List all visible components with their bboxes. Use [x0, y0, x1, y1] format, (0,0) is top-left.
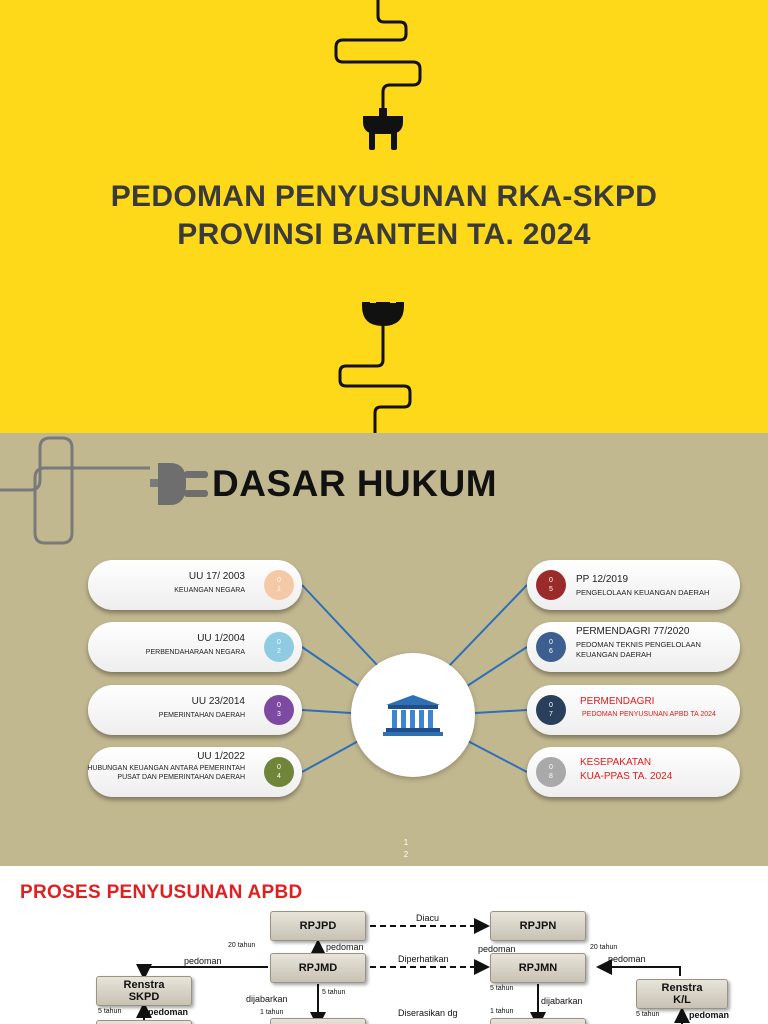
law-number-badge: 0 1 — [264, 570, 294, 600]
title-line-2: PROVINSI BANTEN TA. 2024 — [177, 218, 591, 251]
government-building-icon — [382, 693, 444, 737]
law-title: UU 1/2022 — [197, 751, 245, 762]
socket-icon — [360, 298, 406, 330]
law-number-badge: 0 8 — [536, 757, 566, 787]
law-subtitle: PEDOMAN PENYUSUNAN APBD TA 2024 — [582, 711, 716, 718]
label-pedoman: pedoman — [148, 1007, 189, 1017]
law-title: KESEPAKATAN — [580, 757, 652, 768]
law-subtitle: PEDOMAN TEKNIS PENGELOLAAN KEUANGAN DAERAH — [576, 640, 701, 659]
law-item-5[interactable] — [527, 560, 740, 610]
label-dijabarkan: dijabarkan — [246, 994, 288, 1004]
law-number-badge: 0 6 — [536, 632, 566, 662]
label-dijabarkan: dijabarkan — [541, 996, 583, 1006]
title-line-1: PEDOMAN PENYUSUNAN RKA-SKPD — [110, 180, 658, 213]
plug-icon — [359, 108, 407, 152]
law-subtitle: PEMERINTAHAN DAERAH — [158, 712, 245, 719]
label-5-tahun: 5 tahun — [636, 1011, 660, 1018]
law-number-badge: 0 3 — [264, 695, 294, 725]
law-subtitle: KEUANGAN NEGARA — [174, 587, 245, 594]
label-pedoman: pedoman — [608, 954, 646, 964]
law-title: UU 17/ 2003 — [188, 571, 245, 582]
slide-title: DASAR HUKUM — [212, 463, 498, 504]
label-5-tahun: 5 tahun — [490, 985, 514, 992]
law-item-2[interactable] — [88, 622, 302, 672]
law-item-8[interactable] — [527, 747, 740, 797]
label-pedoman: pedoman — [689, 1010, 730, 1020]
law-subtitle: KUA-PPAS TA. 2024 — [580, 771, 673, 782]
label-1-tahun: 1 tahun — [490, 1008, 514, 1015]
slide-cover — [0, 0, 768, 433]
box-partial-right — [490, 1018, 586, 1024]
page-number: 1 2 — [403, 838, 409, 859]
law-item-6[interactable] — [527, 622, 740, 672]
box-rpjpn[interactable]: RPJPN — [490, 911, 586, 941]
label-20-tahun: 20 tahun — [590, 944, 618, 951]
box-partial-skpd — [96, 1020, 192, 1024]
slide-title: PROSES PENYUSUNAN APBD — [20, 882, 303, 903]
label-diserasikan: Diserasikan dg — [398, 1008, 458, 1018]
law-number-badge: 0 2 — [264, 632, 294, 662]
cable-decoration — [0, 0, 768, 433]
label-diacu: Diacu — [416, 913, 440, 923]
label-diperhatikan: Diperhatikan — [398, 954, 449, 964]
box-partial-left — [270, 1018, 366, 1024]
label-pedoman: pedoman — [326, 942, 364, 952]
law-title: UU 1/2004 — [197, 633, 245, 644]
slide-dasar-hukum — [0, 433, 768, 866]
box-rpjpd[interactable]: RPJPD — [270, 911, 366, 941]
slide-proses-apbd — [0, 866, 768, 1024]
law-number-badge: 0 5 — [536, 570, 566, 600]
law-number-badge: 0 4 — [264, 757, 294, 787]
law-title: PERMENDAGRI 77/2020 — [576, 626, 690, 637]
law-title: PERMENDAGRI — [580, 696, 655, 707]
law-item-1[interactable] — [88, 560, 302, 610]
law-subtitle: HUBUNGAN KEUANGAN ANTARA PEMERINTAH PUSAT DAN PEMERINTAHAN DAERAH — [87, 765, 245, 781]
box-rpjmd[interactable]: RPJMD — [270, 953, 366, 983]
law-subtitle: PENGELOLAAN KEUANGAN DAERAH — [576, 588, 710, 597]
plug-icon — [150, 459, 212, 511]
label-pedoman: pedoman — [184, 956, 222, 966]
law-subtitle: PERBENDAHARAAN NEGARA — [145, 649, 245, 656]
law-item-3[interactable] — [88, 685, 302, 735]
label-1-tahun: 1 tahun — [260, 1009, 284, 1016]
box-renstra-kl[interactable]: Renstra K/L — [636, 979, 728, 1009]
center-hub — [351, 653, 475, 777]
law-item-7[interactable] — [527, 685, 740, 735]
law-number-badge: 0 7 — [536, 695, 566, 725]
law-item-4[interactable] — [88, 747, 302, 797]
law-title: PP 12/2019 — [576, 574, 629, 585]
label-5-tahun: 5 tahun — [98, 1008, 122, 1015]
law-title: UU 23/2014 — [191, 696, 245, 707]
label-5-tahun: 5 tahun — [322, 989, 346, 996]
label-20-tahun: 20 tahun — [228, 942, 256, 949]
label-pedoman: pedoman — [478, 944, 516, 954]
box-renstra-skpd[interactable]: Renstra SKPD — [96, 976, 192, 1006]
box-rpjmn[interactable]: RPJMN — [490, 953, 586, 983]
